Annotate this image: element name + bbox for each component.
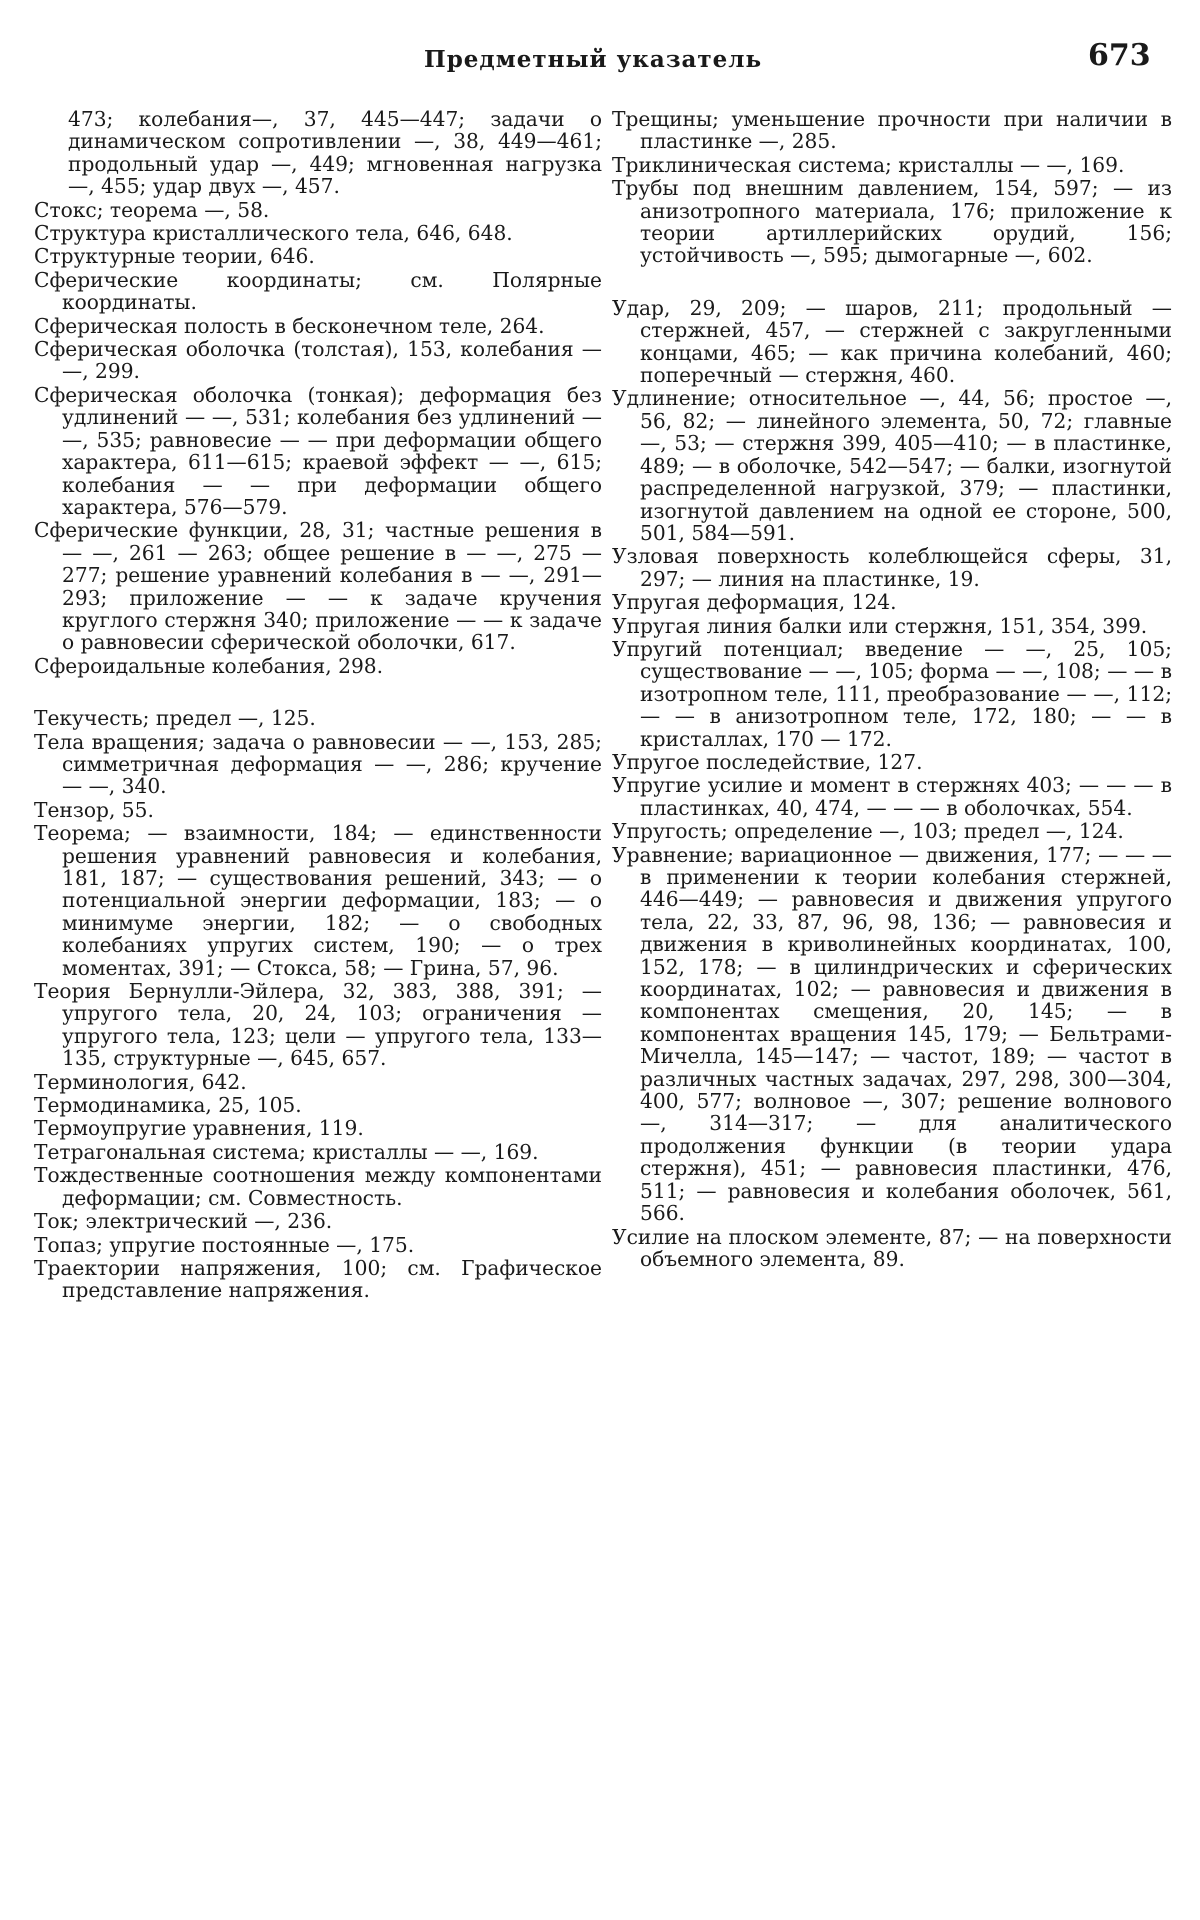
index-entry: Стокс; теорема —, 58. xyxy=(34,197,270,222)
index-entry: Тензор, 55. xyxy=(34,797,154,822)
index-entry: Сфероидальные колебания, 298. xyxy=(34,653,384,678)
index-entry: Текучесть; предел —, 125. xyxy=(34,706,316,731)
index-entry: Тела вращения; задача о равновесии — —, 153, 285; симметричная деформация — —, 286; кручение — —, 340. xyxy=(34,729,602,799)
index-entry: Структура кристаллического тела, 646, 648. xyxy=(34,221,513,246)
index-entry: Топаз; упругие постоянные —, 175. xyxy=(34,1232,415,1257)
index-entry: Упругое последействие, 127. xyxy=(612,749,923,774)
index-entry: Сферическая оболочка (толстая), 153, колебания — —, 299. xyxy=(34,337,602,384)
index-entry: Термоупругие уравнения, 119. xyxy=(34,1116,364,1141)
index-column-right xyxy=(612,108,1172,1271)
page-number: 673 xyxy=(1088,38,1151,73)
index-entry: Усилие на плоском элементе, 87; — на поверхности объемного элемента, 89. xyxy=(612,1224,1172,1271)
index-entry: Теорема; — взаимности, 184; — единственности решения уравнений равновесия и колебания, 181, 187; — существования решений, 343; — о потенциальной энергии деформации, 183; — о минимуме энергии, 182; — о свободных колебаниях упругих систем, 190; — о трех моментах, 391; — Стокса, 58; — Грина, 57, 96. xyxy=(34,821,602,980)
index-entry: Удлинение; относительное —, 44, 56; простое —, 56, 82; — линейного элемента, 50, 72; главные —, 53; — стержня 399, 405—410; — в пластинке, 489; — в оболочке, 542—547; — балки, изогнутой распределенной нагрузкой, 379; — пластинки, изогнутой давлением на одной ее стороне, 500, 501, 584—591. xyxy=(612,386,1172,545)
index-entry: Уравнение; вариационное — движения, 177; — — — в применении к теории колебания стержней, 446—449; — равновесия и движения упругого тела, 22, 33, 87, 96, 98, 136; — равновесия и движения в криволинейных координатах, 100, 152, 178; — в цилиндрических и сферических координатах, 102; — равновесия и движения в компонентах смещения, 20, 145; — в компонентах вращения 145, 179; — Бельтрами-Мичелла, 145—147; — частот, 189; — частот в различных частных задачах, 297, 298, 300—304, 400, 577; волновое —, 307; решение волнового —, 314—317; — для аналитического продолжения функции (в теории удара стержня), 451; — равновесия пластинки, 476, 511; — равновесия и колебания оболочек, 561, 566. xyxy=(612,842,1172,1226)
index-entry: Упругий потенциал; введение — —, 25, 105; существование — —, 105; форма — —, 108; — — в изотропном теле, 111, преобразование — —, 112; — — в анизотропном теле, 172, 180; — — в кристаллах, 170 — 172. xyxy=(612,636,1172,751)
index-column-left xyxy=(34,108,602,1303)
index-entry: Упругая линия балки или стержня, 151, 354, 399. xyxy=(612,613,1148,638)
index-entry: Сферические функции, 28, 31; частные решения в — —, 261 — 263; общее решение в — —, 275 —277; решение уравнений колебания в — —, 291—293; приложение — — к задаче кручения круглого стержня 340; приложение — — к задаче о равновесии сферической оболочки, 617. xyxy=(34,518,602,655)
page-header xyxy=(0,36,1200,86)
index-entry: Терминология, 642. xyxy=(34,1069,247,1094)
index-entry: Термодинамика, 25, 105. xyxy=(34,1093,302,1118)
index-entry: Тетрагональная система; кристаллы — —, 169. xyxy=(34,1139,539,1164)
index-entry: Тождественные соотношения между компонентами деформации; см. Совместность. xyxy=(34,1163,602,1210)
index-entry: Упругая деформация, 124. xyxy=(612,590,897,615)
index-entry: Сферическая оболочка (тонкая); деформация без удлинений — —, 531; колебания без удлинений — —, 535; равновесие — — при деформации общего характера, 611—615; краевой эффект — —, 615; колебания — — при деформации общего характера, 576—579. xyxy=(34,382,602,519)
index-entry: Упругость; определение —, 103; предел —, 124. xyxy=(612,819,1124,844)
index-entry: Узловая поверхность колеблющейся сферы, 31, 297; — линия на пластинке, 19. xyxy=(612,544,1172,591)
running-title: Предметный указатель xyxy=(424,46,763,73)
index-entry: Сферическая полость в бесконечном теле, 264. xyxy=(34,313,545,338)
index-entry: 473; колебания—, 37, 445—447; задачи о динамическом сопротивлении —, 38, 449—461; продольный удар —, 449; мгновенная нагрузка —, 455; удар двух —, 457. xyxy=(68,107,602,199)
index-entry: Ток; электрический —, 236. xyxy=(34,1209,333,1234)
index-entry: Сферические координаты; см. Полярные координаты. xyxy=(34,267,602,315)
index-entry: Упругие усилие и момент в стержнях 403; — — — в пластинках, 40, 474, — — — в оболочках, 554. xyxy=(612,773,1172,820)
index-entry: Теория Бернулли-Эйлера, 32, 383, 388, 391; — упругого тела, 20, 24, 103; ограничения — упругого тела, 123; цели — упругого тела, 133—135, структурные —, 645, 657. xyxy=(34,979,602,1071)
index-entry: Триклиническая система; кристаллы — —, 169. xyxy=(612,152,1125,177)
index-entry: Удар, 29, 209; — шаров, 211; продольный — стержней, 457, — стержней с закругленными концами, 465; — как причина колебаний, 460; поперечный — стержня, 460. xyxy=(612,295,1172,388)
index-entry: Трещины; уменьшение прочности при наличии в пластинке —, 285. xyxy=(612,107,1172,154)
index-entry: Траектории напряжения, 100; см. Графическое представление напряжения. xyxy=(34,1255,602,1303)
index-entry: Структурные теории, 646. xyxy=(34,244,315,269)
index-entry: Трубы под внешним давлением, 154, 597; — из анизотропного материала, 176; приложение к теории артиллерийских орудий, 156; устойчивость —, 595; дымогарные —, 602. xyxy=(612,176,1172,268)
